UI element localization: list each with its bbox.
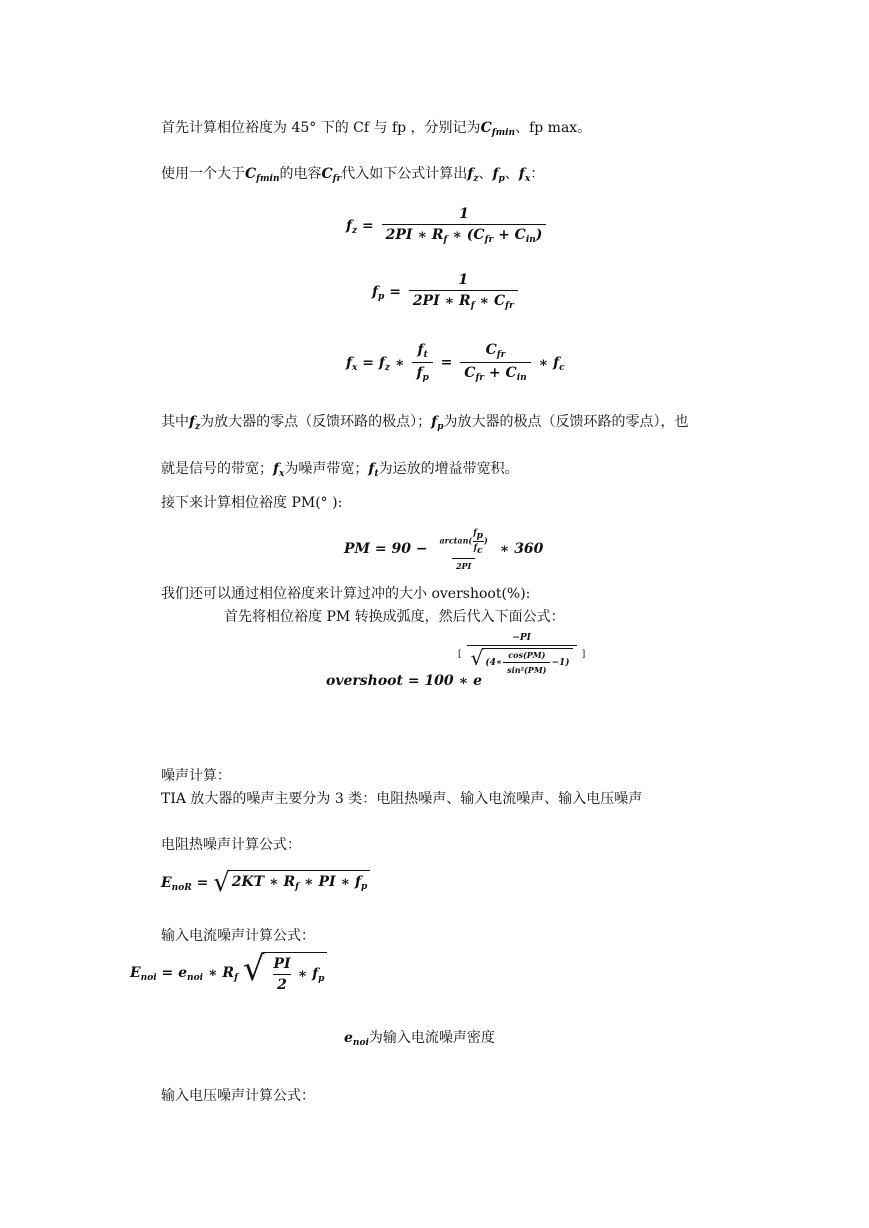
text: 为噪声带宽；	[284, 461, 369, 477]
paragraph-phase-margin-intro	[161, 118, 591, 143]
fx-denominator-2: $C_{fr} + C_{in}$	[460, 362, 530, 383]
paragraph-current-noise-title: 输入电流噪声计算公式：	[161, 928, 315, 944]
symbol-fp: $f_p$	[492, 166, 505, 184]
fz-lhs: $f_z$ =	[346, 217, 374, 236]
paragraph-radian-convert: 首先将相位裕度 PM 转换成弧度，然后代入下面公式：	[224, 609, 565, 625]
text: 、fp max。	[515, 120, 592, 136]
pm-tail: ∗ 360	[499, 541, 544, 557]
pm-denominator: 2PI	[452, 558, 475, 571]
fp-fraction	[409, 272, 518, 311]
paragraph-voltage-noise-title: 输入电压噪声计算公式：	[161, 1088, 315, 1104]
fx-lhs: $f_x = f_z$ ∗	[346, 354, 405, 373]
symbol-cfmin: $C_{fmin}$	[245, 166, 280, 184]
fp-numerator: 1	[458, 272, 469, 288]
equation-enoi	[130, 949, 327, 993]
paragraph-overshoot-intro: 我们还可以通过相位裕度来计算过冲的大小 overshoot(%):	[161, 586, 531, 602]
enoi-lhs: $E_{noi} = e_{noi}$ ∗ $R_f$	[130, 964, 238, 983]
fp-lhs: $f_p$ =	[372, 283, 401, 302]
equation-fz	[346, 206, 549, 245]
paragraph-zero-pole	[161, 412, 688, 437]
enoi-fraction: $\frac{PI}{2}$	[273, 956, 291, 993]
pm-lhs: PM = 90 −	[344, 541, 428, 557]
paragraph-pm-intro: 接下来计算相位裕度 PM(° ):	[161, 495, 343, 511]
symbol-cfr: $C_{fr}$	[321, 166, 342, 184]
symbol-fx: $f_x$	[518, 166, 531, 184]
symbol-ft: $f_t$	[368, 461, 379, 479]
fx-tail: ∗ $f_c$	[538, 354, 565, 373]
equation-fp	[372, 272, 521, 311]
text: 就是信号的带宽；	[161, 461, 273, 477]
equals-sign: =	[440, 354, 453, 371]
fx-fraction-2	[460, 342, 530, 383]
overshoot-exp-numerator: −PI	[512, 633, 531, 643]
fx-fraction-1	[412, 342, 432, 383]
section-heading-noise: 噪声计算：	[161, 768, 231, 784]
enor-body: 2KT ∗ $R_f$ ∗ PI ∗ $f_p$	[229, 870, 371, 896]
symbol-cfmin: $C_{fmin}$	[480, 120, 516, 138]
fx-numerator-2: $C_{fr}$	[485, 342, 506, 360]
enoi-tail: ∗ $f_p$	[297, 965, 325, 984]
overshoot-lhs: overshoot = 100 ∗ e	[326, 673, 482, 689]
paragraph-enoi-description	[344, 1028, 495, 1053]
pm-numerator: arctan( $\frac{fp}{fc}$ )	[439, 527, 488, 556]
symbol-fx: $f_x$	[273, 461, 285, 479]
text: ：	[530, 166, 545, 182]
fx-numerator-1: $f_t$	[417, 342, 428, 360]
symbol-fz: $f_z$	[189, 414, 201, 432]
paragraph-capacitor-intro	[161, 164, 544, 189]
text: 、	[478, 166, 493, 182]
text: 代入如下公式计算出	[341, 166, 468, 182]
fz-denominator: 2PI ∗ $R_f$ ∗ $(C_{fr} + C_{in})$	[382, 224, 547, 245]
overshoot-exponent: [ −PI √ (4∗ $\frac{\cos(PM)}{\text{sin²(PM)}}$ −1) ]	[458, 633, 586, 675]
enoi-sqrt: √ $\frac{PI}{2}$ ∗ $f_p$	[243, 952, 328, 993]
equation-enor	[161, 870, 370, 896]
paragraph-noise-types: TIA 放大器的噪声主要分为 3 类：电阻热噪声、输入电流噪声、输入电压噪声	[161, 791, 643, 807]
symbol-fp: $f_p$	[431, 414, 444, 432]
paragraph-bandwidth	[161, 459, 519, 484]
enor-sqrt: √ 2KT ∗ $R_f$ ∗ PI ∗ $f_p$	[213, 870, 370, 896]
text: 的电容	[279, 166, 322, 182]
paragraph-resistor-noise-title: 电阻热噪声计算公式：	[161, 837, 301, 853]
text: 为输入电流噪声密度	[368, 1030, 495, 1046]
fp-denominator: 2PI ∗ $R_f$ ∗ $C_{fr}$	[409, 290, 518, 311]
text: 为放大器的极点（反馈环路的零点），也	[443, 414, 689, 430]
enor-lhs: $E_{noR}$ =	[161, 875, 209, 893]
text: 为放大器的零点（反馈环路的极点）；	[200, 414, 432, 430]
symbol-fz: $f_z$	[467, 166, 479, 184]
equation-fx	[346, 342, 565, 383]
fz-numerator: 1	[459, 206, 469, 222]
fx-denominator-1: $f_p$	[412, 362, 432, 383]
equation-pm	[344, 527, 543, 571]
text: 首先计算相位裕度为 45° 下的 Cf 与 fp ，分别记为	[161, 120, 481, 136]
text: 、	[504, 166, 519, 182]
symbol-enoi: $e_{noi}$	[344, 1030, 369, 1048]
text: 其中	[161, 414, 189, 430]
overshoot-exp-denominator: √ (4∗ $\frac{\cos(PM)}{\text{sin²(PM)}}$ −1)	[467, 645, 577, 675]
pm-fraction	[435, 527, 491, 571]
text: 使用一个大于	[161, 166, 245, 182]
fz-fraction	[382, 206, 547, 245]
text: 为运放的增益带宽积。	[378, 461, 519, 477]
